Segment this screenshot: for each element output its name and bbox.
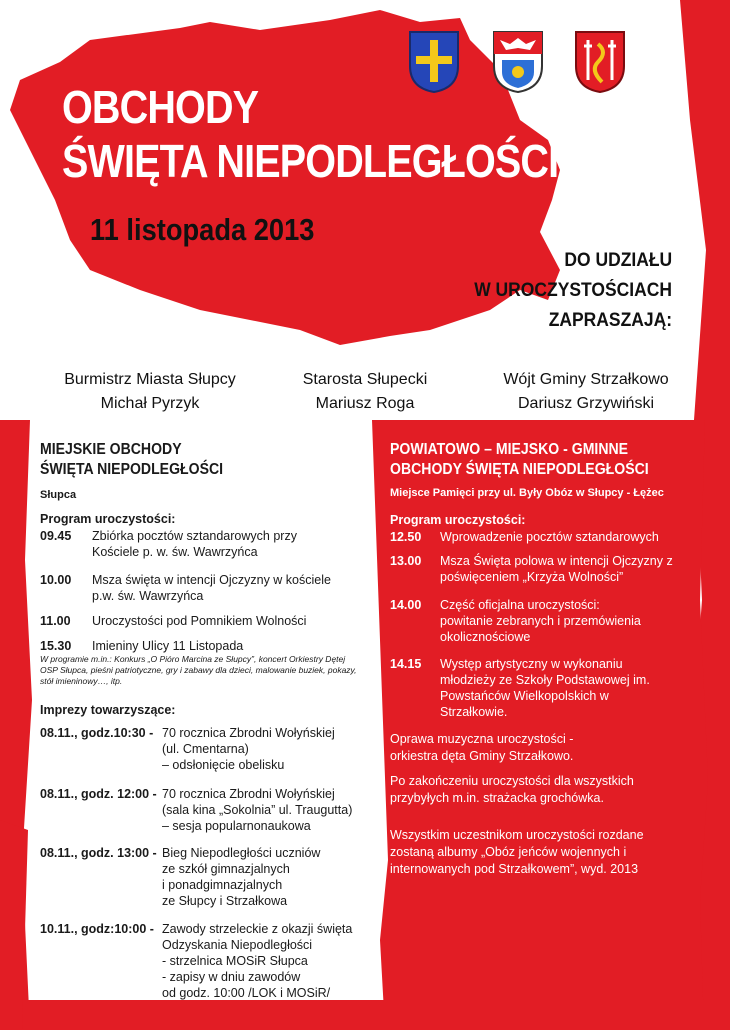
- left-program-heading: Program uroczystości:: [40, 512, 176, 526]
- event-line: (ul. Cmentarna): [162, 742, 249, 756]
- event-line: - zapisy w dniu zawodów: [162, 970, 301, 984]
- invite-line-3: ZAPRASZAJĄ:: [548, 310, 672, 331]
- event-desc: [162, 921, 372, 1001]
- left-event-item: [40, 845, 370, 913]
- item-desc: Występ artystyczny w wykonaniu młodzieży ze Szkoły Podstawowej im. Powstańców Wielkopolskich w Strzałkowie.: [440, 657, 650, 719]
- host-role: Burmistrz Miasta Słupcy: [64, 371, 236, 388]
- right-program-heading: Program uroczystości:: [390, 513, 526, 527]
- event-when: 08.11., godz. 12:00 -: [40, 787, 157, 801]
- right-program-item: [390, 656, 700, 722]
- item-time: 10.00: [40, 573, 72, 587]
- right-place: Miejsce Pamięci przy ul. Były Obóz w Słupcy - Łężec: [390, 487, 664, 499]
- left-program-note: W programie m.in.: Konkurs „O Pióro Marcina ze Słupcy”, koncert Orkiestry Dętej OSP Słupca, pieśni patriotyczne, gry i zabawy dla dzieci, malowanie buziek, pokazy, stół imieninowy…, itp.: [40, 654, 357, 686]
- item-time: 14.15: [390, 657, 422, 671]
- left-program-item: [40, 613, 340, 631]
- item-desc: Imieniny Ulicy 11 Listopada: [92, 639, 244, 653]
- item-time: 12.50: [390, 530, 422, 544]
- left-event-item: [40, 786, 370, 838]
- event-when: 08.11., godz. 13:00 -: [40, 846, 157, 860]
- left-event-item: [40, 921, 370, 1005]
- item-desc: Uroczystości pod Pomnikiem Wolności: [92, 614, 307, 628]
- left-event-item: [40, 725, 370, 777]
- event-desc: [162, 725, 372, 773]
- item-desc: Część oficjalna uroczystości: powitanie zebranych i przemówienia okolicznościowe: [440, 598, 641, 644]
- left-title-line-1: MIEJSKIE OBCHODY: [40, 441, 182, 458]
- right-title-line-2: OBCHODY ŚWIĘTA NIEPODLEGŁOŚCI: [390, 461, 649, 478]
- event-line: ze Słupcy i Strzałkowa: [162, 894, 288, 908]
- event-when: 10.11., godz:10:00 -: [40, 922, 154, 936]
- event-line: - strzelnica MOSiR Słupca: [162, 954, 308, 968]
- right-section: [390, 440, 700, 500]
- event-line: od godz. 10:00 /LOK i MOSiR/: [162, 986, 331, 1000]
- left-place: Słupca: [40, 489, 77, 501]
- item-desc: Msza Święta polowa w intencji Ojczyzny z poświęceniem „Krzyża Wolności”: [440, 554, 673, 584]
- event-line: – odsłonięcie obelisku: [162, 758, 285, 772]
- title-line-2: ŚWIĘTA NIEPODLEGŁOŚCI: [62, 135, 559, 187]
- host-starost: [260, 368, 470, 416]
- host-wojt: [476, 368, 696, 416]
- right-program-item: [390, 597, 700, 647]
- host-mayor: [40, 368, 260, 416]
- item-time: 15.30: [40, 639, 72, 653]
- title-line-1: OBCHODY: [62, 81, 259, 133]
- right-paragraph-music: Oprawa muzyczna uroczystości - orkiestra dęta Gminy Strzałkowo.: [390, 732, 574, 763]
- right-paragraph-albums: Wszystkim uczestnikom uroczystości rozdane zostaną albumy „Obóz jeńców wojennych i internowanych pod Strzałkowem”, wyd. 2013: [390, 828, 644, 876]
- event-line: 70 rocznica Zbrodni Wołyńskiej: [162, 726, 335, 740]
- event-line: Odzyskania Niepodległości: [162, 938, 313, 952]
- swords-crest-icon: [574, 30, 626, 94]
- right-title-line-1: POWIATOWO – MIEJSKO - GMINNE: [390, 441, 629, 458]
- event-line: ze szkół gimnazjalnych: [162, 862, 290, 876]
- invite-line-1: DO UDZIAŁU: [564, 250, 672, 271]
- left-program-item: [40, 572, 340, 606]
- event-line: Zawody strzeleckie z okazji święta: [162, 922, 353, 936]
- event-desc: [162, 786, 372, 834]
- item-time: 14.00: [390, 598, 422, 612]
- event-line: – sesja popularnonaukowa: [162, 819, 311, 833]
- item-desc: Msza święta w intencji Ojczyzny w kościele p.w. św. Wawrzyńca: [92, 573, 331, 603]
- event-line: Bieg Niepodległości uczniów: [162, 846, 321, 860]
- right-program-item: [390, 529, 700, 547]
- item-desc: Zbiórka pocztów sztandarowych przy Kościele p. w. św. Wawrzyńca: [92, 529, 297, 559]
- left-program-item: [40, 528, 340, 562]
- left-events-heading: Imprezy towarzyszące:: [40, 703, 176, 717]
- event-line: i ponadgimnazjalnych: [162, 878, 283, 892]
- host-name: Mariusz Roga: [315, 395, 415, 412]
- cross-crest-icon: [408, 30, 460, 94]
- right-paragraph-food: Po zakończeniu uroczystości dla wszystkich przybyłych m.in. strażacka grochówka.: [390, 774, 634, 805]
- invite-line-2: W UROCZYSTOŚCIACH: [474, 280, 672, 301]
- event-line: (sala kina „Sokolnia” ul. Traugutta): [162, 803, 353, 817]
- event-desc: [162, 845, 372, 909]
- item-time: 09.45: [40, 529, 72, 543]
- eagle-crest-icon: [492, 30, 544, 94]
- host-name: Dariusz Grzywiński: [517, 395, 654, 412]
- item-desc: Wprowadzenie pocztów sztandarowych: [440, 530, 659, 544]
- left-title-line-2: ŚWIĘTA NIEPODLEGŁOŚCI: [40, 461, 224, 478]
- host-role: Starosta Słupecki: [302, 371, 428, 388]
- event-line: 70 rocznica Zbrodni Wołyńskiej: [162, 787, 335, 801]
- host-role: Wójt Gminy Strzałkowo: [503, 371, 669, 388]
- item-time: 13.00: [390, 554, 422, 568]
- item-time: 11.00: [40, 614, 71, 628]
- left-section: [40, 440, 360, 502]
- host-name: Michał Pyrzyk: [100, 395, 200, 412]
- event-date: 11 listopada 2013: [90, 212, 315, 247]
- right-program-item: [390, 553, 700, 587]
- event-when: 08.11., godz.10:30 -: [40, 726, 154, 740]
